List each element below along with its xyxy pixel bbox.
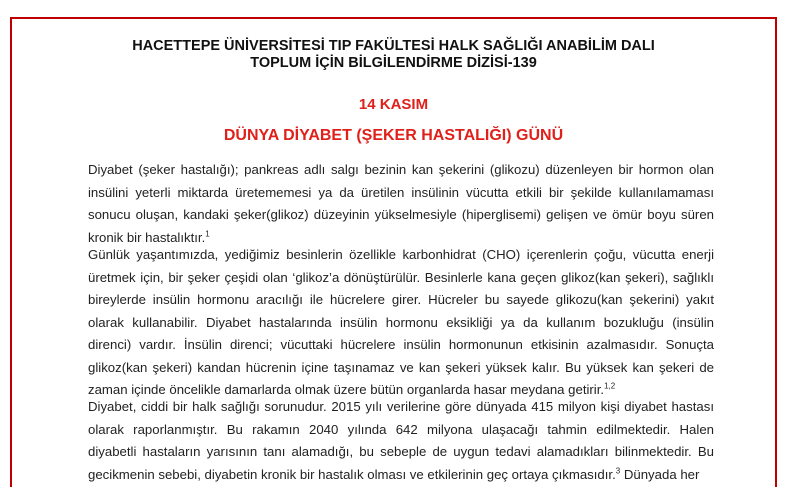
reference-marker: 1,2 — [604, 381, 616, 391]
text-line: olarak kullanabilir. Diyabet hastalarında insülin hormonu eksikliği ya da kullanım bozukluğu (insülin — [88, 314, 714, 330]
text-line: sonucu oluşan, kandaki şeker(glikoz) düzeyinin yükselmesiyle (hiperglisemi) gelişen ve ömür boyu süren — [88, 207, 714, 222]
text-line: Diyabet (şeker hastalığı); pankreas adlı salgı bezinin kan şekerini (glikozu) düzenleyen bir hormon olan — [88, 162, 714, 177]
reference-marker: 1 — [205, 229, 210, 239]
paragraph-mechanism — [88, 244, 714, 402]
text-line: glikoz(kan şekeri) kandan hücrenin içine taşınamaz ve kan şekeri yüksek kalır. Bu yüksek kan şekeri de — [88, 359, 714, 375]
header-series: TOPLUM İÇİN BİLGİLENDİRME DİZİSİ-139 — [250, 55, 537, 71]
text-fragment: kronik bir hastalıktır. — [88, 229, 206, 245]
text-line: direnci) vardır. İnsülin direnci; vücuttaki hücrelere insülin hormonunun etkisinin azalmasıdır. Sonuçta — [88, 337, 714, 352]
text-line: bireylerde insülin hormonu aracılığı ile hücrelere girer. Hücreler bu sayede glikozu(kan şekerini) yakıt — [88, 292, 714, 307]
paragraph-definition — [88, 159, 714, 249]
document-page — [10, 17, 777, 487]
text-line: insülini yeterli miktarda üretememesi ya da üretilen insülinin vücutta etkili bir şekilde kullanılamaması — [88, 184, 714, 200]
text-line: Diyabet, ciddi bir halk sağlığı sorunudur. 2015 yılı verilerine göre dünyada 415 milyon kişi diyabet hastası — [88, 399, 714, 414]
text-fragment: zaman içinde öncelikle damarlarda olmak üzere bütün organlarda hasar meydana getirir. — [88, 382, 605, 397]
header-institution: HACETTEPE ÜNİVERSİTESİ TIP FAKÜLTESİ HALK SAĞLIĞI ANABİLİM DALI — [132, 38, 655, 54]
text-line: diyabetli hastaların yarısının tanı alamadığı, bu sebeple de uygun tedavi alamadıkları bilinmektedir. Bu — [88, 444, 714, 459]
text-line: üretmek için, bir şeker çeşidi olan ‘glikoz’a dönüştürülür. Besinlerle kana geçen glikoz(kan şekeri), sağlıklı — [88, 269, 714, 285]
text-line — [88, 464, 714, 487]
date-title: 14 KASIM — [358, 96, 429, 113]
text-line: Günlük yaşantımızda, yediğimiz besinlerin özellikle karbonhidrat (CHO) içerenlerin çoğu, vücutta enerji — [88, 247, 714, 262]
text-fragment: gecikmenin sebebi, diyabetin kronik bir hastalık olması ve etkilerinin geç ortaya çıkmasıdır. — [88, 466, 616, 482]
page-title: DÜNYA DİYABET (ŞEKER HASTALIĞI) GÜNÜ — [223, 127, 564, 144]
reference-marker: 3 — [615, 466, 621, 476]
text-fragment: Dünyada her — [620, 466, 700, 482]
text-line: olarak raporlanmıştır. Bu rakamın 2040 yılında 642 milyona ulaşacağı tahmin edilmektedir. Halen — [88, 421, 714, 437]
